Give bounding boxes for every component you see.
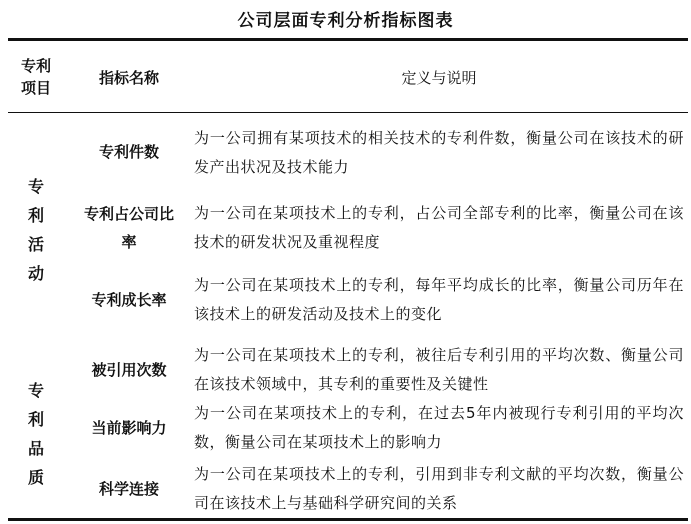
indicator-definition: 为一公司拥有某项技术的相关技术的专利件数，衡量公司在该技术的研发产出状况及技术能力 (194, 129, 684, 176)
indicator-definition: 为一公司在某项技术上的专利，每年平均成长的比率，衡量公司历年在该技术上的研发活动及技术上的变化 (194, 276, 684, 323)
indicator-name: 专利成长率 (91, 291, 167, 309)
indicator-name: 专利件数 (98, 143, 159, 161)
indicator-definition: 为一公司在某项技术上的专利，占公司全部专利的比率，衡量公司在该技术的研发状况及重视程度 (194, 204, 684, 251)
category-patent-activity (8, 172, 64, 288)
category-char: 专 (27, 177, 44, 196)
indicator-definition: 为一公司在某项技术上的专利，引用到非专利文献的平均次数，衡量公司在该技术上与基础科学研究间的关系 (194, 465, 684, 512)
indicator-definition: 为一公司在某项技术上的专利，被往后专利引用的平均次数、衡量公司在该技术领域中，其专利的重要性及关键性 (194, 346, 684, 393)
category-char: 利 (27, 206, 44, 225)
top-rule (8, 38, 688, 41)
indicator-name: 当前影响力 (91, 419, 167, 437)
category-patent-quality (8, 376, 64, 492)
category-char: 利 (27, 410, 44, 429)
header-definition: 定义与说明 (401, 68, 477, 87)
category-char: 活 (27, 235, 44, 254)
indicator-name: 被引用次数 (91, 361, 167, 379)
header-rule (8, 112, 688, 113)
category-char: 专 (27, 381, 44, 400)
indicator-definition: 为一公司在某项技术上的专利，在过去5年内被现行专利引用的平均次数，衡量公司在某项技术上的影响力 (194, 404, 684, 451)
header-indicator-name: 指标名称 (98, 68, 159, 87)
category-char: 动 (27, 264, 44, 283)
indicator-name: 专利占公司比率 (83, 205, 174, 251)
indicator-name: 科学连接 (98, 480, 159, 498)
header-category-line-2: 项目 (20, 79, 51, 97)
table-title: 公司层面专利分析指标图表 (237, 11, 454, 31)
header-category (8, 44, 64, 110)
header-category-line-1: 专利 (20, 57, 51, 75)
category-char: 品 (27, 439, 44, 458)
bottom-rule (8, 518, 688, 521)
category-char: 质 (27, 468, 44, 487)
